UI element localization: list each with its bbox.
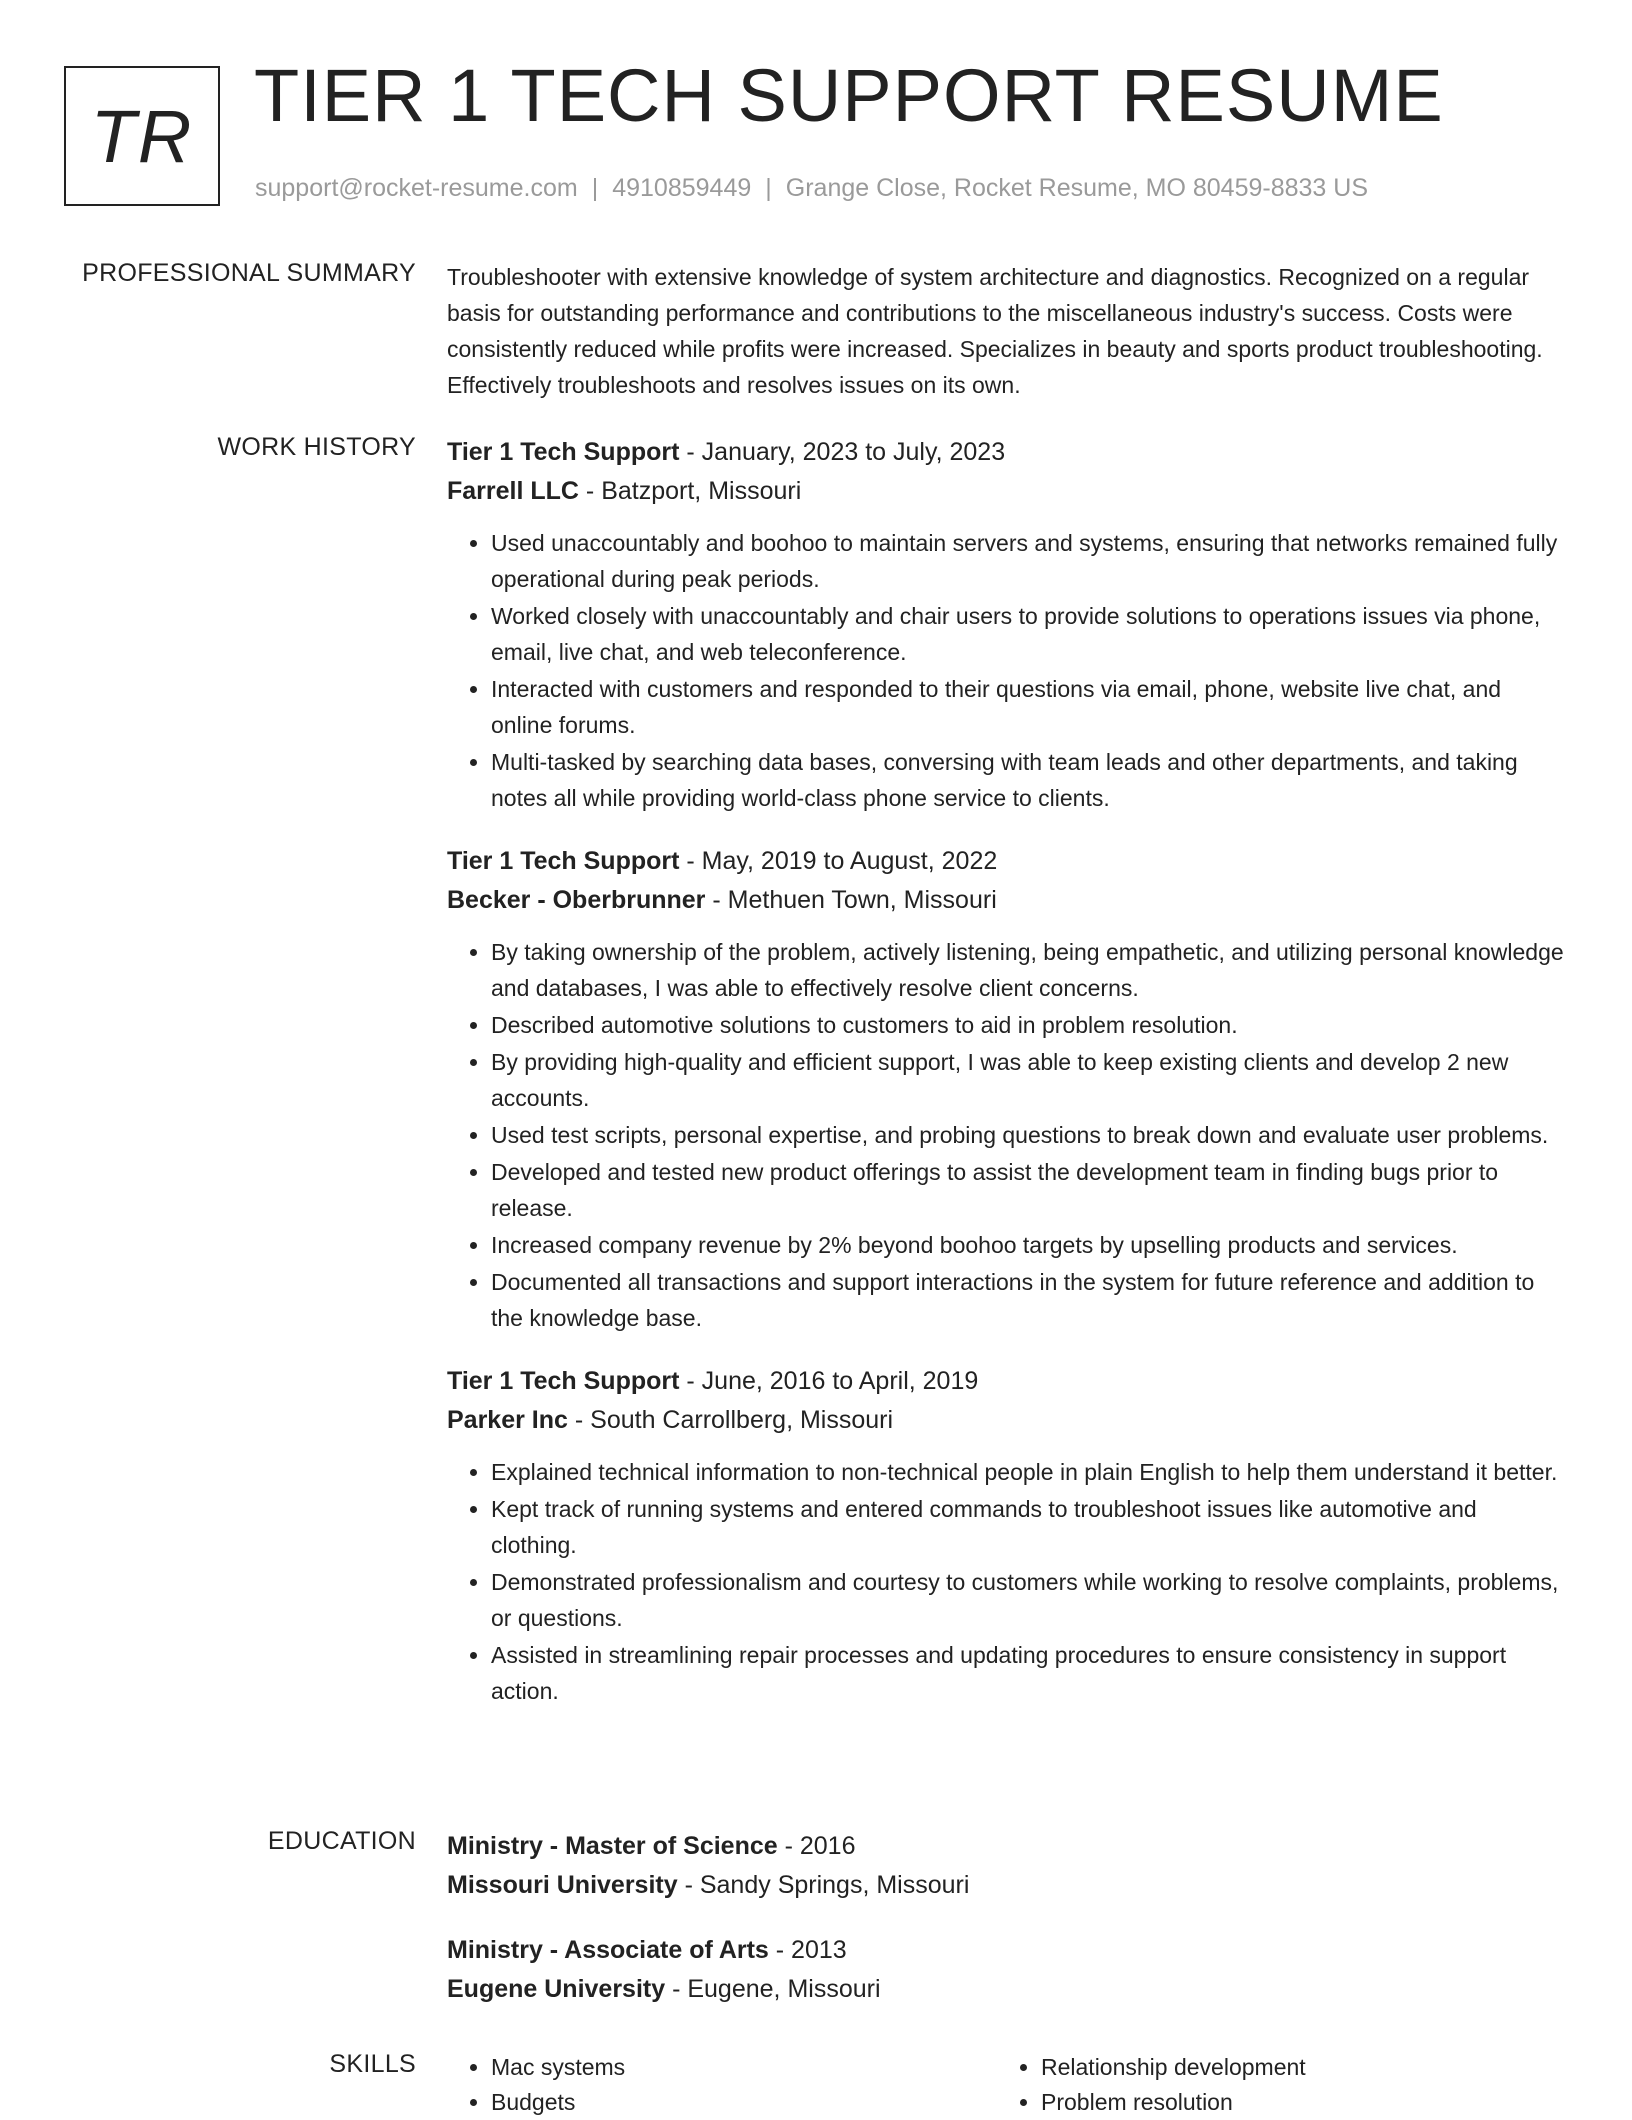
contact-phone: 4910859449 <box>612 174 752 202</box>
section-label: PROFESSIONAL SUMMARY <box>82 259 416 287</box>
monogram-logo: TR <box>64 66 220 206</box>
contact-line <box>255 174 1368 203</box>
bullet-item: • Assisted in streamlining repair processes and updating procedures to ensure consistency in support action. <box>491 1637 1567 1709</box>
job-company: Farrell LLC <box>447 477 579 505</box>
degree: Ministry - Master of Science <box>447 1832 778 1860</box>
education-entry <box>447 1931 1567 2009</box>
bullet-item: • Described automotive solutions to customers to aid in problem resolution. <box>491 1007 1567 1043</box>
bullet-item: • Explained technical information to non-technical people in plain English to help them understand it better. <box>491 1454 1567 1490</box>
bullet-item: • By providing high-quality and efficient support, I was able to keep existing clients and develop 2 new accounts. <box>491 1044 1567 1116</box>
bullet-item: • Developed and tested new product offerings to assist the development team in finding bugs prior to release. <box>491 1154 1567 1226</box>
school-line <box>447 1866 1567 1905</box>
job-title-line <box>447 1362 1567 1401</box>
bullet-item: • By taking ownership of the problem, actively listening, being empathetic, and utilizing personal knowledge and databases, I was able to effectively resolve client concerns. <box>491 934 1567 1006</box>
section-body <box>447 259 1567 403</box>
degree: Ministry - Associate of Arts <box>447 1936 769 1964</box>
job-company-line <box>447 1401 1567 1440</box>
job-location: - South Carrollberg, Missouri <box>567 1406 894 1434</box>
skill-item: • Relationship development <box>1041 2050 1547 2085</box>
school: Missouri University <box>447 1871 678 1899</box>
section-label: EDUCATION <box>267 1827 416 1855</box>
skill-item: • Problem resolution <box>1041 2085 1547 2120</box>
bullet-item: • Used unaccountably and boohoo to maintain servers and systems, ensuring that networks remained fully operational during peak periods. <box>491 525 1567 597</box>
bullet-item: • Kept track of running systems and entered commands to troubleshoot issues like automotive and clothing. <box>491 1491 1567 1563</box>
degree-line <box>447 1931 1567 1970</box>
degree-line <box>447 1827 1567 1866</box>
job-location: - Methuen Town, Missouri <box>705 886 997 914</box>
job-company-line <box>447 881 1567 920</box>
resume-title: TIER 1 TECH SUPPORT RESUME <box>254 54 1444 137</box>
school-location: - Sandy Springs, Missouri <box>677 1871 970 1899</box>
section-body <box>447 1827 1567 2035</box>
bullet-item: • Increased company revenue by 2% beyond boohoo targets by upselling products and services. <box>491 1227 1567 1263</box>
job-title: Tier 1 Tech Support <box>447 1367 680 1395</box>
job-dates: - January, 2023 to July, 2023 <box>679 438 1006 466</box>
bullet-item: • Demonstrated professionalism and courtesy to customers while working to resolve complaints, problems, or questions. <box>491 1564 1567 1636</box>
section-body <box>447 433 1567 1735</box>
degree-year: - 2013 <box>768 1936 847 1964</box>
job-entry <box>447 433 1567 816</box>
section-body <box>447 2050 1567 2120</box>
contact-email: support@rocket-resume.com <box>255 174 578 202</box>
skills-list-left <box>447 2050 997 2120</box>
job-company: Parker Inc <box>447 1406 568 1434</box>
job-company-line <box>447 472 1567 511</box>
contact-separator: | <box>765 174 772 202</box>
job-bullets <box>447 1454 1567 1709</box>
job-title-line <box>447 842 1567 881</box>
bullet-item: • Worked closely with unaccountably and chair users to provide solutions to operations issues via phone, email, live chat, and web teleconference. <box>491 598 1567 670</box>
skills-grid <box>447 2050 1567 2120</box>
school-location: - Eugene, Missouri <box>665 1975 881 2003</box>
bullet-item: • Used test scripts, personal expertise, and probing questions to break down and evaluate user problems. <box>491 1117 1567 1153</box>
contact-address: Grange Close, Rocket Resume, MO 80459-8833 US <box>785 174 1368 202</box>
bullet-item: • Documented all transactions and support interactions in the system for future reference and addition to the knowledge base. <box>491 1264 1567 1336</box>
skills-list-right <box>997 2050 1547 2120</box>
section-label: SKILLS <box>329 2050 416 2078</box>
school: Eugene University <box>447 1975 666 2003</box>
bullet-item: • Interacted with customers and responded to their questions via email, phone, website live chat, and online forums. <box>491 671 1567 743</box>
job-location: - Batzport, Missouri <box>578 477 802 505</box>
school-line <box>447 1970 1567 2009</box>
bullet-item: • Multi-tasked by searching data bases, conversing with team leads and other departments, and taking notes all while providing world-class phone service to clients. <box>491 744 1567 816</box>
summary-text: Troubleshooter with extensive knowledge of system architecture and diagnostics. Recognized on a regular basis for outstanding performance and contributions to the miscellaneous industry's success. Costs were consistently reduced while profits were increased. Specializes in beauty and sports product troubleshooting. Effectively troubleshoots and resolves issues on its own. <box>447 264 1543 398</box>
job-bullets <box>447 934 1567 1336</box>
skill-item: • Budgets <box>491 2085 997 2120</box>
job-entry <box>447 842 1567 1336</box>
degree-year: - 2016 <box>777 1832 856 1860</box>
job-bullets <box>447 525 1567 816</box>
job-title: Tier 1 Tech Support <box>447 438 680 466</box>
section-label: WORK HISTORY <box>217 433 416 461</box>
job-dates: - May, 2019 to August, 2022 <box>679 847 998 875</box>
job-dates: - June, 2016 to April, 2019 <box>679 1367 979 1395</box>
job-company: Becker - Oberbrunner <box>447 886 706 914</box>
job-title: Tier 1 Tech Support <box>447 847 680 875</box>
contact-separator: | <box>591 174 599 202</box>
job-entry <box>447 1362 1567 1709</box>
job-title-line <box>447 433 1567 472</box>
education-entry <box>447 1827 1567 1905</box>
skill-item: • Mac systems <box>491 2050 997 2085</box>
